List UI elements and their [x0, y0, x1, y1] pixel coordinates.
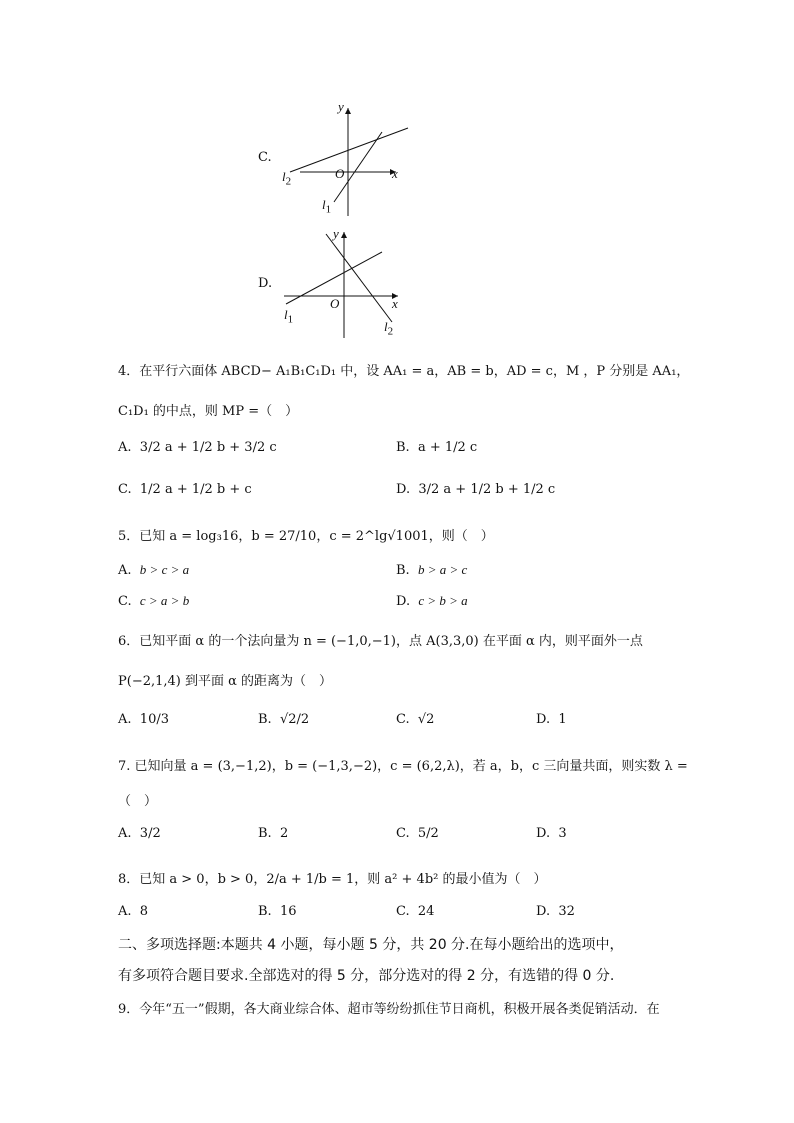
section2-line1: 二、多项选择题:本题共 4 小题，每小题 5 分，共 20 分.在每小题给出的选项中，	[118, 937, 624, 953]
q7-option-d: D. 3	[536, 826, 567, 841]
q8-option-d: D. 32	[536, 904, 575, 919]
option-text: 3/2 a + 1/2 b + 1/2 c	[418, 482, 556, 497]
option-label: D.	[396, 482, 411, 497]
option-label: B.	[396, 440, 410, 455]
graph-d-y-label: y	[333, 226, 339, 241]
q8-option-b: B. 16	[258, 904, 297, 919]
q5-option-a: A. b > c > a	[118, 562, 190, 578]
graph-d-x-label: x	[392, 296, 398, 311]
graph-c-l1-label: $l_1$	[322, 197, 332, 216]
graph-c-label: C.	[258, 150, 272, 165]
q4-line1: 4．在平行六面体 ABCD− A₁B₁C₁D₁ 中，设 AA₁ = a，AB = b，AD = c，M ，P 分别是 AA₁，	[118, 364, 690, 379]
option-text: 1/2 a + 1/2 b + c	[139, 482, 252, 497]
graph-c-y-label: y	[338, 99, 344, 114]
graph-c-l2-label: $l_2$	[282, 169, 292, 188]
q5-option-d: D. c > b > a	[396, 593, 468, 609]
option-label: A.	[118, 440, 132, 455]
q6-line2: P(−2,1,4) 到平面 α 的距离为（ ）	[118, 674, 333, 689]
option-text: 3/2 a + 1/2 b + 3/2 c	[139, 440, 277, 455]
q4-option-d	[396, 482, 555, 497]
graph-c-x-label: x	[392, 166, 398, 181]
q7-option-a: A. 3/2	[118, 826, 161, 841]
q7-line1: 7. 已知向量 a = (3,−1,2)，b = (−1,3,−2)，c = (6,2,λ)，若 a，b，c 三向量共面，则实数 λ =	[118, 759, 688, 774]
line-l2	[290, 128, 408, 172]
q6-line1: 6．已知平面 α 的一个法向量为 n = (−1,0,−1)，点 A(3,3,0) 在平面 α 内，则平面外一点	[118, 634, 643, 649]
q6-option-c: C. √2	[396, 712, 435, 727]
q8-option-c: C. 24	[396, 904, 435, 919]
graph-d-l2-label: $l_2$	[384, 319, 394, 338]
q4-line2: C₁D₁ 的中点，则 MP =（ ）	[118, 404, 299, 419]
graph-d-l1-label: $l_1$	[284, 307, 294, 326]
q8-stem: 8．已知 a > 0，b > 0，2/a + 1/b = 1，则 a² + 4b² 的最小值为（ ）	[118, 872, 547, 887]
q5-option-b: B. b > a > c	[396, 562, 468, 578]
graph-d-origin-label: O	[330, 296, 340, 311]
option-label: C.	[118, 482, 132, 497]
q8-option-a: A. 8	[118, 904, 149, 919]
q7-line2: （ ）	[118, 794, 158, 809]
q4-option-b	[396, 440, 477, 455]
q6-option-b: B. √2/2	[258, 712, 310, 727]
graph-c	[250, 98, 430, 218]
q4-option-a	[118, 440, 277, 455]
q7-option-c: C. 5/2	[396, 826, 439, 841]
option-text: a + 1/2 c	[417, 440, 478, 455]
q7-option-b: B. 2	[258, 826, 289, 841]
q6-option-d: D. 1	[536, 712, 567, 727]
q5-option-c: C. c > a > b	[118, 593, 190, 609]
section2-line2: 有多项符合题目要求.全部选对的得 5 分，部分选对的得 2 分，有选错的得 0 分.	[118, 968, 615, 984]
graph-d-label: D.	[258, 276, 273, 291]
q5-stem: 5．已知 a = log₃16，b = 27/10，c = 2^lg√1001，则（ ）	[118, 529, 494, 544]
q9-line1: 9．今年“五一”假期，各大商业综合体、超市等纷纷抓住节日商机，积极开展各类促销活动．在	[118, 1002, 660, 1017]
graph-c-origin-label: O	[335, 166, 345, 181]
q4-option-c	[118, 482, 252, 497]
q6-option-a: A. 10/3	[118, 712, 169, 727]
